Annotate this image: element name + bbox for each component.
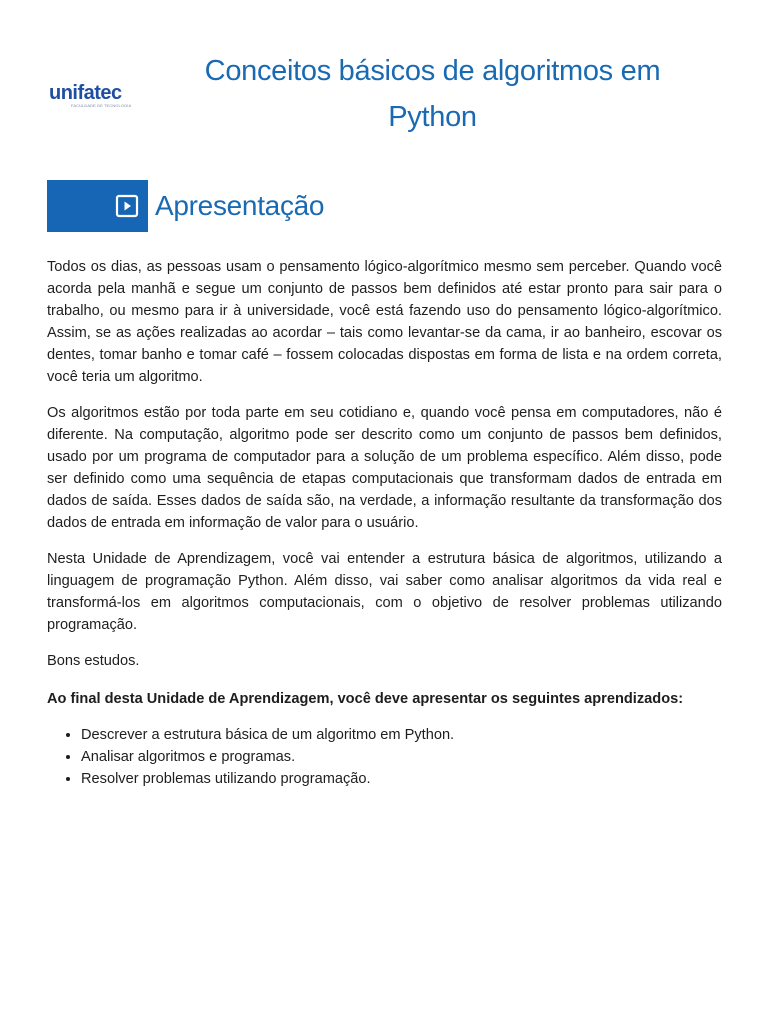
paragraph-1: Todos os dias, as pessoas usam o pensamento lógico-algorítmico mesmo sem perceber. Quando você acorda pela manhã e segue um conjunto de passos bem definidos até estar pronto para sair para o trabalho, ou mesmo para ir à universidade, você está fazendo uso do pensamento lógico-algorítmico. Assim, se as ações realizadas ao acordar – tais como levantar-se da cama, ir ao banheiro, escovar os dentes, tomar banho e tomar café – fossem colocadas dispostas em forma de lista e na ordem correta, você teria um algoritmo. <box>47 259 722 385</box>
list-item: • Analisar algoritmos e programas. <box>81 746 722 768</box>
list-item: • Resolver problemas utilizando programação. <box>81 768 722 790</box>
unifatec-logo <box>49 78 141 112</box>
logo-wordmark: unifatec <box>49 81 122 104</box>
list-item: • Descrever a estrutura básica de um algoritmo em Python. <box>81 724 722 746</box>
closing-line: Bons estudos. <box>47 653 140 669</box>
document-title: Conceitos básicos de algoritmos em Python <box>204 55 661 133</box>
paragraph-2: Os algoritmos estão por toda parte em seu cotidiano e, quando você pensa em computadores, não é diferente. Na computação, algoritmo pode ser descrito como um conjunto de passos bem definidos, usado por um programa de computador para a solução de um problema específico. Além disso, pode ser definido como uma sequência de etapas computacionais que transformam dados de entrada em dados de saída. Esses dados de saída são, na verdade, a informação resultante da transformação dos dados de entrada em informação de valor para o usuário. <box>47 405 722 531</box>
paragraph-3: Nesta Unidade de Aprendizagem, você vai entender a estrutura básica de algoritmos, utilizando a linguagem de programação Python. Além disso, vai saber como analisar algoritmos da vida real e transformá-los em algoritmos computacionais, com o objetivo de resolver problemas utilizando programação. <box>47 551 722 633</box>
objectives-heading: Ao final desta Unidade de Aprendizagem, você deve apresentar os seguintes aprendizados: <box>47 691 684 707</box>
logo-tagline: FACULDADE DE TECNOLOGIA <box>71 102 132 108</box>
section-title: Apresentação <box>155 190 325 221</box>
objectives-list <box>47 724 722 790</box>
presentation-content <box>47 256 722 790</box>
play-icon <box>115 194 139 218</box>
